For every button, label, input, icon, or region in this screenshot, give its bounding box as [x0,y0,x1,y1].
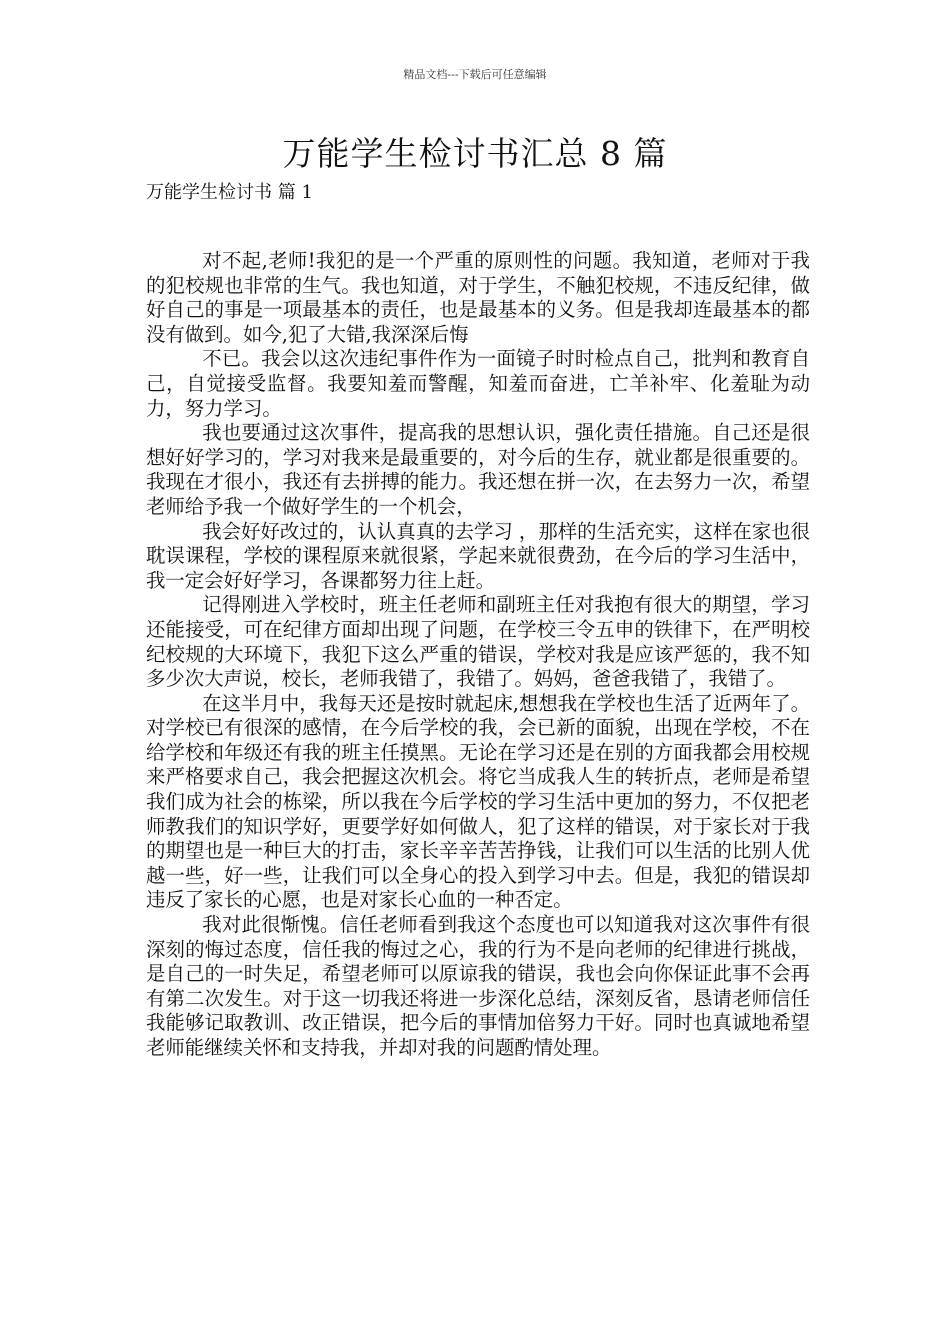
paragraph: 我对此很惭愧。信任老师看到我这个态度也可以知道我对这次事件有很深刻的悔过态度，信任我的悔过之心，我的行为不是向老师的纪律进行挑战，是自己的一时失足，希望老师可以原谅我的错误，我也会向你保证此事不会再有第二次发生。对于这一切我还将进一步深化总结，深刻反省，恳请老师信任我能够记取教训、改正错误，把今后的事情加倍努力干好。同时也真诚地希望老师能继续关怀和支持我，并却对我的问题酌情处理。 [146,913,810,1059]
document-title: 万能学生检讨书汇总 8 篇 [282,134,668,173]
section-title: 万能学生检讨书 篇 1 [146,182,313,203]
paragraph: 记得刚进入学校时，班主任老师和副班主任对我抱有很大的期望，学习还能接受，可在纪律方面却出现了问题，在学校三令五申的铁律下，在严明校纪校规的大环境下，我犯下这么严重的错误，学校对我是应该严惩的，我不知多少次大声说，校长，老师我错了，我错了。妈妈，爸爸我错了，我错了。 [146,593,810,691]
paragraph: 在这半月中，我每天还是按时就起床,想想我在学校也生活了近两年了。对学校已有很深的感情，在今后学校的我，会已新的面貌，出现在学校，不在给学校和年级还有我的班主任摸黑。无论在学习还是在别的方面我都会用校规来严格要求自己，我会把握这次机会。将它当成我人生的转折点，老师是希望我们成为社会的栋梁，所以我在今后学校的学习生活中更加的努力，不仅把老师教我们的知识学好，更要学好如何做人，犯了这样的错误，对于家长对于我的期望也是一种巨大的打击，家长辛辛苦苦挣钱，让我们可以生活的比别人优越一些，好一些，让我们可以全身心的投入到学习中去。但是，我犯的错误却违反了家长的心愿，也是对家长心血的一种否定。 [146,691,810,912]
paragraph: 不已。我会以这次违纪事件作为一面镜子时时检点自己，批判和教育自己，自觉接受监督。我要知羞而警醒，知羞而奋进，亡羊补牢、化羞耻为动力，努力学习。 [146,347,810,420]
page-header: 精品文档---下载后可任意编辑 [403,68,547,81]
paragraph: 我会好好改过的，认认真真的去学习 ，那样的生活充实，这样在家也很耽误课程，学校的课程原来就很紧，学起来就很费劲，在今后的学习生活中，我一定会好好学习，各课都努力往上赶。 [146,519,810,592]
document-body [146,249,810,1061]
paragraph: 对不起,老师!我犯的是一个严重的原则性的问题。我知道，老师对于我的犯校规也非常的生气。我也知道，对于学生，不触犯校规，不违反纪律，做好自己的事是一项最基本的责任，也是最基本的义务。但是我却连最基本的都没有做到。如今,犯了大错,我深深后悔 [146,249,810,346]
paragraph: 我也要通过这次事件，提高我的思想认识，强化责任措施。自己还是很想好好学习的，学习对我来是最重要的，对今后的生存，就业都是很重要的。我现在才很小，我还有去拼搏的能力。我还想在拼一次，在去努力一次，希望老师给予我一个做好学生的一个机会， [146,421,810,518]
